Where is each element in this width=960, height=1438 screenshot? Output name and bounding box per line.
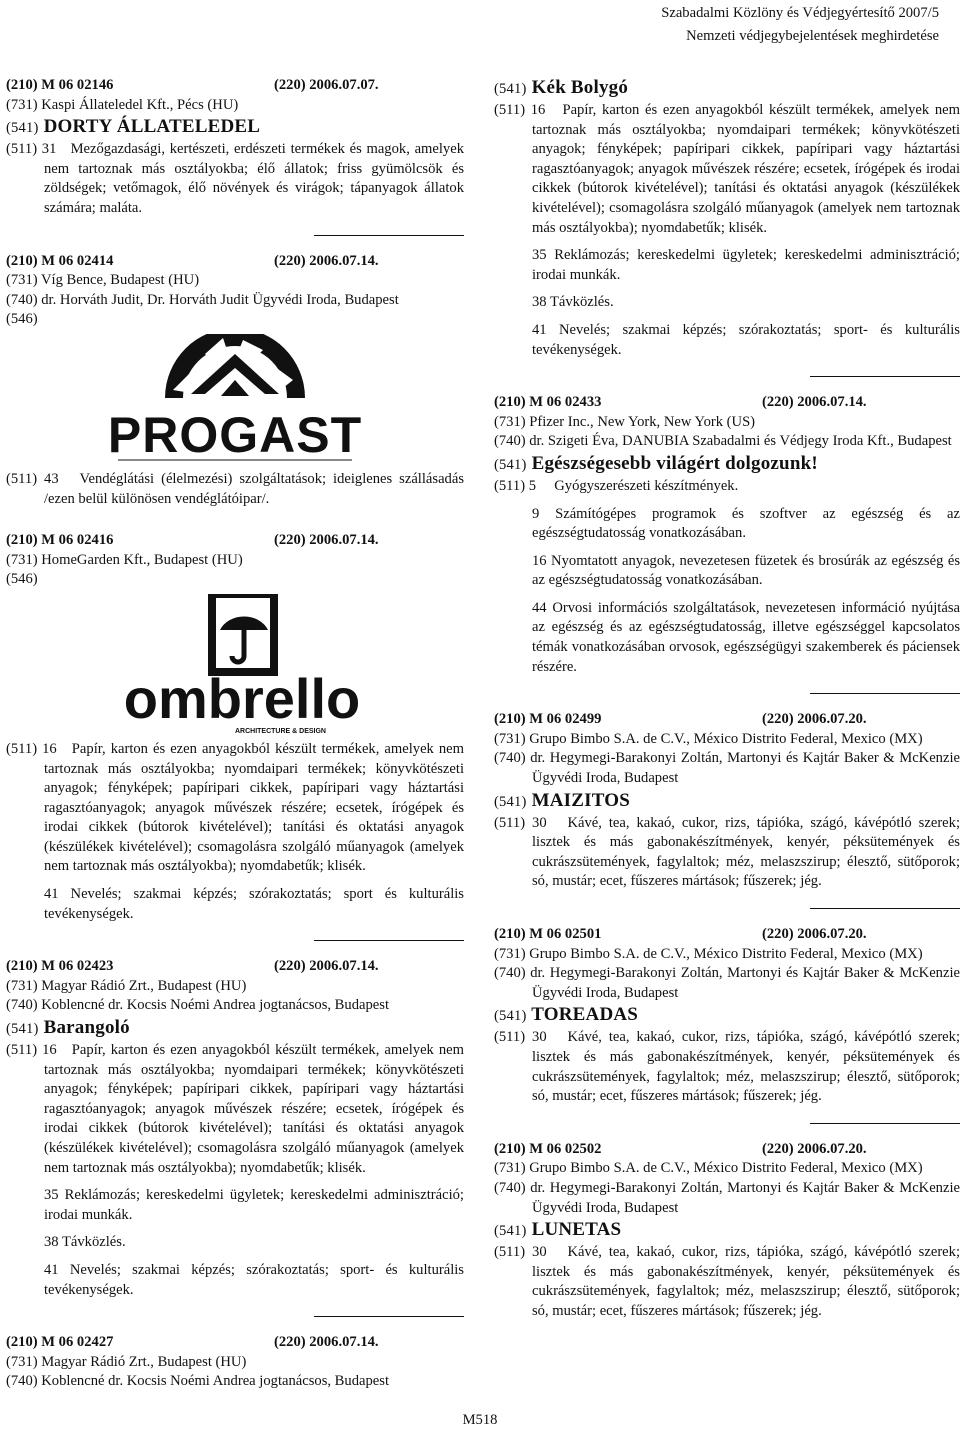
class-code: (511) 30 [494, 814, 547, 831]
trademark-word: LUNETAS [531, 1219, 622, 1241]
application-number: (210) M 06 02146 [6, 77, 114, 93]
ombrello-logo [6, 594, 464, 734]
entry-header [6, 1333, 464, 1353]
class-30 [494, 1243, 960, 1321]
class-5 [494, 477, 960, 497]
divider [810, 908, 960, 909]
class-16 [6, 1041, 464, 1178]
trademark-word: DORTY ÁLLATELEDEL [43, 116, 261, 138]
entry-m0602416 [6, 531, 464, 924]
divider [810, 693, 960, 694]
trademark-word: MAIZITOS [531, 789, 630, 811]
representative: (740) dr. Hegymegi-Barakonyi Zoltán, Martonyi és Kajtár Baker & McKenzie Ügyvédi Iroda, Budapest [494, 1179, 960, 1216]
entry-m0602146 [6, 76, 464, 219]
entry-kek-bolygo [494, 76, 960, 360]
divider [314, 940, 464, 941]
entry-m0602427 [6, 1333, 464, 1392]
class-16: 16 Nyomtatott anyagok, nevezetesen füzetek és brosúrák az egészség és az egészségtudatosság vonatkozásában. [532, 552, 960, 589]
class-41: 41 Nevelés; szakmai képzés; szórakoztatás; sport- és kulturális tevékenységek. [532, 321, 960, 358]
class-text: Papír, karton és ezen anyagokból készült termékek, amelyek nem tartoznak más osztályokba; nyomdaipari termékek; könyvkötészeti anyagok; fényképek; papíripari cikkek, papíripari vagy háztartási ragasztóanyagok; anyagok művészek részére; ecsetek, írógépek és irodai cikkek (bútorok kivételével); tanítási és oktatási anyagok (készülékek kivételével); csomagolásra szolgáló műanyagok (amelyek nem tartoznak más osztályokba); nyomdabetűk; klisék. [44, 740, 464, 875]
entry-header [6, 76, 464, 96]
entry-m0602499 [494, 710, 960, 892]
application-number: (210) M 06 02501 [494, 926, 602, 942]
class-code: (511) 31 [6, 141, 57, 158]
trademark-word: TOREADAS [531, 1004, 639, 1026]
class-38: 38 Távközlés. [44, 1234, 126, 1251]
divider [314, 1316, 464, 1317]
entry-header [6, 957, 464, 977]
section-title: Nemzeti védjegybejelentések meghirdetése [686, 28, 939, 44]
representative: (740) dr. Hegymegi-Barakonyi Zoltán, Martonyi és Kajtár Baker & McKenzie Ügyvédi Iroda, Budapest [494, 750, 960, 787]
filing-date: (220) 2006.07.20. [762, 1140, 867, 1157]
page-number: M518 [462, 1412, 498, 1428]
divider [314, 235, 464, 236]
right-column [494, 76, 960, 1322]
class-30 [494, 1028, 960, 1106]
logo-wordmark: PROGAST [107, 406, 363, 463]
application-number: (210) M 06 02433 [494, 394, 602, 411]
divider [810, 1123, 960, 1124]
filing-date: (220) 2006.07.07. [274, 77, 379, 93]
entry-m0602433 [494, 393, 960, 677]
representative: (740) dr. Hegymegi-Barakonyi Zoltán, Martonyi és Kajtár Baker & McKenzie Ügyvédi Iroda, Budapest [494, 965, 960, 1001]
class-code: (511) 16 [6, 1042, 57, 1059]
progast-logo [6, 334, 464, 464]
code-541: (541) [494, 456, 527, 473]
filing-date: (220) 2006.07.14. [274, 532, 379, 549]
class-9: 9 Számítógépes programok és szoftver az egészség és az egészségtudatosság vonatkozásában. [532, 505, 960, 542]
entry-m0602502 [494, 1140, 960, 1322]
owner: (731) Magyar Rádió Zrt., Budapest (HU) [6, 1353, 247, 1370]
code-541: (541) [494, 81, 527, 97]
owner: (731) Grupo Bimbo S.A. de C.V., México Distrito Federal, Mexico (MX) [494, 1160, 923, 1177]
application-number: (210) M 06 02499 [494, 711, 602, 728]
code-546: (546) [6, 311, 38, 328]
filing-date: (220) 2006.07.14. [274, 958, 379, 975]
class-text: Papír, karton és ezen anyagokból készült termékek, amelyek nem tartoznak más osztályokba; nyomdaipari termékek; könyvkötészeti anyagok; fényképek; papíripari cikkek, papíripari vagy háztartási ragasztóanyagok; anyagok művészek részére; ecsetek, írógépek és irodai cikkek (bútorok kivételével); tanítási és oktatási anyagok (készülékek kivételével); csomagolásra szolgáló műanyagok (amelyek nem tartoznak más osztályokba); nyomdabetűk; klisék. [532, 102, 960, 236]
representative: (740) Koblencné dr. Kocsis Noémi Andrea jogtanácsos, Budapest [6, 997, 389, 1014]
filing-date: (220) 2006.07.20. [762, 926, 867, 942]
divider [810, 376, 960, 377]
code-546: (546) [6, 571, 38, 588]
left-column [6, 76, 464, 1392]
trademark-word: Egészségesebb világért dolgozunk! [531, 452, 818, 474]
class-43 [6, 470, 464, 509]
class-code: (511) 5 [494, 477, 537, 494]
class-text: Gyógyszerészeti készítmények. [554, 477, 739, 494]
page-header [339, 2, 939, 48]
entry-header [494, 710, 960, 730]
class-text: Vendéglátási (élelmezési) szolgáltatások; ideiglenes szállásadás /ezen belül különösen vendéglátóipar/. [44, 470, 465, 507]
class-16 [6, 740, 464, 877]
filing-date: (220) 2006.07.14. [274, 1334, 379, 1351]
class-35: 35 Reklámozás; kereskedelmi ügyletek; kereskedelmi adminisztráció; irodai munkák. [532, 247, 960, 283]
application-number: (210) M 06 02414 [6, 252, 114, 269]
entry-header [6, 252, 464, 272]
representative: (740) dr. Szigeti Éva, DANUBIA Szabadalmi és Védjegy Iroda Kft., Budapest [494, 433, 952, 450]
entry-m0602423 [6, 957, 464, 1300]
representative: (740) dr. Horváth Judit, Dr. Horváth Judit Ügyvédi Iroda, Budapest [6, 291, 399, 308]
filing-date: (220) 2006.07.14. [762, 394, 867, 411]
owner: (731) HomeGarden Kft., Budapest (HU) [6, 551, 243, 568]
class-16 [494, 101, 960, 238]
application-number: (210) M 06 02502 [494, 1140, 602, 1157]
entry-m0602501 [494, 925, 960, 1107]
owner: (731) Kaspi Állateledel Kft., Pécs (HU) [6, 96, 239, 113]
entry-m0602414 [6, 252, 464, 510]
class-35: 35 Reklámozás; kereskedelmi ügyletek; kereskedelmi adminisztráció; irodai munkák. [44, 1187, 464, 1223]
trademark-word: Kék Bolygó [531, 77, 629, 98]
class-41: 41 Nevelés; szakmai képzés; szórakoztatás; sport és kulturális tevékenységek. [44, 886, 464, 922]
class-31 [6, 140, 464, 218]
trademark-word: Barangoló [43, 1017, 130, 1039]
class-text: Papír, karton és ezen anyagokból készült termékek, amelyek nem tartoznak más osztályokba; nyomdaipari termékek; könyvkötészeti anyagok; fényképek; papíripari cikkek, papíripari vagy háztartási ragasztóanyagok; anyagok művészek részére; ecsetek, írógépek és irodai cikkek (bútorok kivételével); tanítási és oktatási anyagok (készülékek kivételével); csomagolásra szolgáló műanyagok (amelyek nem tartoznak más osztályokba); nyomdabetűk; klisék. [44, 1042, 464, 1176]
class-code: (511) 16 [6, 740, 57, 757]
class-38: 38 Távközlés. [532, 294, 614, 311]
logo-wordmark: ombrello [123, 666, 361, 730]
class-code: (511) 30 [494, 1029, 547, 1046]
representative: (740) Koblencné dr. Kocsis Noémi Andrea jogtanácsos, Budapest [6, 1373, 389, 1390]
code-541: (541) [494, 793, 527, 810]
entry-header [6, 531, 464, 551]
entry-header [494, 1140, 960, 1160]
entry-header [494, 393, 960, 413]
class-30 [494, 814, 960, 892]
class-text: Kávé, tea, kakaó, cukor, rizs, tápióka, szágó, kávépótló szerek; lisztek és más gabonakészítmények, kenyér, péksütemények és cukrászsütemények, fagylaltok; méz, melaszszirup; élesztő, sütőporok; só, mustár; ecet, fűszeres mártások; fűszerek; jég. [532, 1244, 960, 1319]
class-code: (511) 43 [6, 470, 59, 487]
class-text: Kávé, tea, kakaó, cukor, rizs, tápióka, szágó, kávépótló szerek; lisztek és más gabonakészítmények, kenyér, péksütemények és cukrászsütemények, fagylaltok; méz, melaszszirup; élesztő, sütőporok; só, mustár; ecet, fűszeres mártások; fűszerek; jég. [532, 814, 960, 890]
code-541: (541) [6, 120, 39, 137]
journal-title: Szabadalmi Közlöny és Védjegyértesítő 2007/5 [661, 5, 939, 21]
code-541: (541) [494, 1008, 527, 1025]
owner: (731) Grupo Bimbo S.A. de C.V., México Distrito Federal, Mexico (MX) [494, 945, 923, 962]
class-code: (511) 30 [494, 1244, 547, 1261]
owner: (731) Pfizer Inc., New York, New York (US) [494, 413, 756, 430]
class-44: 44 Orvosi információs szolgáltatások, nevezetesen információ nyújtása az egészség és az egészségtudatosság, illetve egészséggel kapcsolatos témák vonatkozásában orvosok, egészségügyi szakemberek és páciensek részére. [532, 599, 960, 675]
filing-date: (220) 2006.07.20. [762, 711, 867, 728]
application-number: (210) M 06 02427 [6, 1334, 114, 1351]
owner: (731) Víg Bence, Budapest (HU) [6, 272, 200, 289]
application-number: (210) M 06 02416 [6, 532, 114, 549]
filing-date: (220) 2006.07.14. [274, 252, 379, 269]
code-541: (541) [494, 1223, 527, 1240]
code-541: (541) [6, 1021, 39, 1038]
class-code: (511) 16 [494, 102, 546, 118]
entry-header [494, 925, 960, 945]
application-number: (210) M 06 02423 [6, 958, 114, 975]
logo-tagline: ARCHITECTURE & DESIGN [234, 727, 326, 734]
class-41: 41 Nevelés; szakmai képzés; szórakoztatás; sport- és kulturális tevékenységek. [44, 1261, 464, 1298]
owner: (731) Magyar Rádió Zrt., Budapest (HU) [6, 977, 247, 994]
class-text: Mezőgazdasági, kertészeti, erdészeti termékek és magok, amelyek nem tartoznak más osztályokba; élő állatok; friss gyümölcsök és zöldségek; vetőmagok, élő növények és virágok; tápanyagok állatok számára; maláta. [44, 141, 464, 216]
class-text: Kávé, tea, kakaó, cukor, rizs, tápióka, szágó, kávépótló szerek; lisztek és más gabonakészítmények, kenyér, péksütemények és cukrászsütemények, fagylaltok; méz, melaszszirup; élesztő, sütőporok; só, mustár; ecet, fűszeres mártások; fűszerek; jég. [532, 1029, 960, 1105]
owner: (731) Grupo Bimbo S.A. de C.V., México Distrito Federal, Mexico (MX) [494, 730, 923, 747]
